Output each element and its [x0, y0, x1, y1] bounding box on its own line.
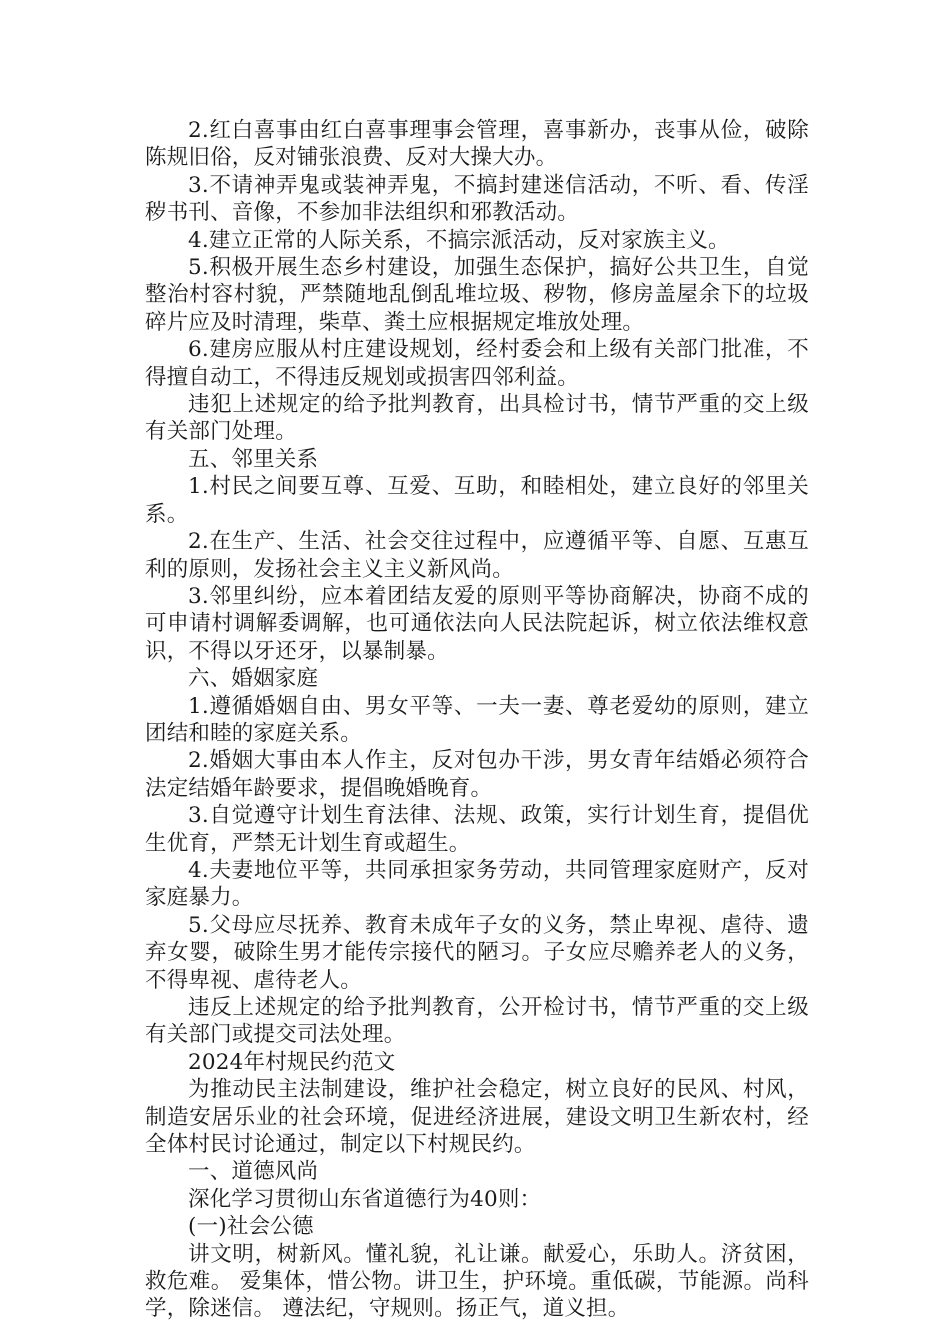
paragraph: 5.父母应尽抚养、教育未成年子女的义务，禁止卑视、虐待、遗弃女婴，破除生男才能传宗接代的陋习。子女应尽赡养老人的义务，不得卑视、虐待老人。 [145, 912, 809, 993]
paragraph: 4.夫妻地位平等，共同承担家务劳动，共同管理家庭财产，反对家庭暴力。 [145, 857, 809, 911]
section-heading: 五、邻里关系 [188, 446, 319, 472]
paragraph: 深化学习贯彻山东省道德行为40则： [188, 1186, 542, 1212]
subsection-heading: (一)社会公德 [188, 1214, 314, 1240]
paragraph: 5.积极开展生态乡村建设，加强生态保护，搞好公共卫生，自觉整治村容村貌，严禁随地乱倒乱堆垃圾、秽物，修房盖屋余下的垃圾碎片应及时清理，柴草、粪土应根据规定堆放处理。 [145, 255, 809, 335]
document-title: 2024年村规民约范文 [188, 1049, 396, 1075]
paragraph: 2.婚姻大事由本人作主，反对包办干涉，男女青年结婚必须符合法定结婚年龄要求，提倡晚婚晚育。 [145, 748, 809, 801]
paragraph: 1.村民之间要互尊、互爱、互助，和睦相处，建立良好的邻里关系。 [145, 474, 809, 527]
paragraph: 违犯上述规定的给予批判教育，出具检讨书，情节严重的交上级有关部门处理。 [145, 392, 809, 445]
paragraph: 讲文明，树新风。懂礼貌，礼让谦。献爱心，乐助人。济贫困，救危难。 爱集体，惜公物。讲卫生，护环境。重低碳，节能源。尚科学，除迷信。 遵法纪，守规则。扬正气，道义担。 [145, 1241, 809, 1322]
paragraph: 2.在生产、生活、社会交往过程中，应遵循平等、自愿、互惠互利的原则，发扬社会主义主义新风尚。 [145, 529, 809, 582]
paragraph: 4.建立正常的人际关系，不搞宗派活动，反对家族主义。 [188, 227, 730, 253]
paragraph: 违反上述规定的给予批判教育，公开检讨书，情节严重的交上级有关部门或提交司法处理。 [145, 995, 809, 1048]
paragraph: 6.建房应服从村庄建设规划，经村委会和上级有关部门批准，不得擅自动工，不得违反规划或损害四邻利益。 [145, 337, 809, 390]
paragraph: 1.遵循婚姻自由、男女平等、一夫一妻、尊老爱幼的原则，建立团结和睦的家庭关系。 [145, 693, 809, 746]
paragraph: 3.邻里纠纷，应本着团结友爱的原则平等协商解决，协商不成的可申请村调解委调解，也可通依法向人民法院起诉，树立依法维权意识，不得以牙还牙，以暴制暴。 [145, 583, 809, 664]
document-body [145, 117, 809, 1323]
paragraph: 为推动民主法制建设，维护社会稳定，树立良好的民风、村风，制造安居乐业的社会环境，促进经济进展，建设文明卫生新农村，经全体村民讨论通过，制定以下村规民约。 [145, 1077, 809, 1158]
paragraph: 3.自觉遵守计划生育法律、法规、政策，实行计划生育，提倡优生优育，严禁无计划生育或超生。 [145, 803, 809, 856]
section-heading: 六、婚姻家庭 [188, 666, 319, 692]
section-heading: 一、道德风尚 [188, 1159, 319, 1185]
paragraph: 2.红白喜事由红白喜事理事会管理，喜事新办，丧事从俭，破除陈规旧俗，反对铺张浪费、反对大操大办。 [145, 118, 809, 171]
paragraph: 3.不请神弄鬼或装神弄鬼，不搞封建迷信活动，不听、看、传淫秽书刊、音像，不参加非法组织和邪教活动。 [145, 172, 809, 226]
